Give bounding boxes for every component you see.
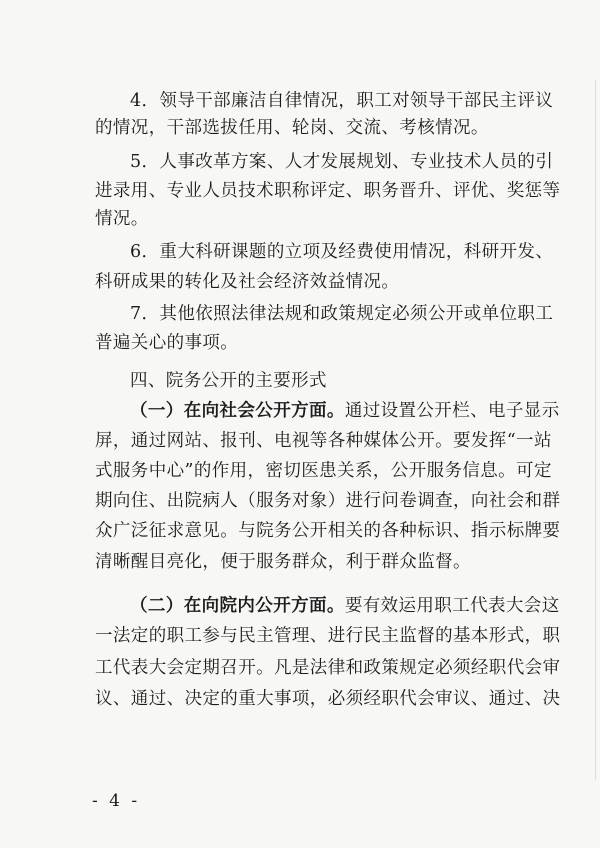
subsection-1-line-5: 众广泛征求意见。与院务公开相关的各种标识、指示标牌要: [95, 521, 561, 541]
scan-edge-divider: [595, 80, 596, 780]
subsection-1-line-6: 清晰醒目亮化，便于服务群众，利于群众监督。: [95, 552, 471, 572]
subsection-2-line-1-text: 要有效运用职工代表大会这: [344, 596, 560, 616]
subsection-2-line-3: 工代表大会定期召开。凡是法律和政策规定必须经职代会审: [95, 658, 561, 678]
paragraph-7-line-2: 普遍关心的事项。: [95, 333, 239, 353]
subsection-2-label: （二）在向院内公开方面。: [130, 596, 345, 616]
paragraph-5-line-3: 情况。: [95, 209, 149, 229]
page-number: - 4 -: [92, 791, 141, 811]
subsection-1-line-4: 期向住、出院病人（服务对象）进行问卷调查，向社会和群: [95, 491, 561, 511]
paragraph-4-line-2: 的情况，干部选拔任用、轮岗、交流、考核情况。: [95, 118, 489, 138]
paragraph-7-line-1: 7．其他依照法律法规和政策规定必须公开或单位职工: [130, 304, 554, 324]
subsection-2-line-1: [130, 595, 560, 617]
paragraph-5-line-1: 5．人事改革方案、人才发展规划、专业技术人员的引: [130, 152, 554, 172]
paragraph-6-line-1: 6．重大科研课题的立项及经费使用情况，科研开发、: [130, 242, 554, 262]
subsection-1-line-2: 屏，通过网站、报刊、电视等各种媒体公开。要发挥“一站: [95, 431, 552, 451]
subsection-1-line-1-text: 通过设置公开栏、电子显示: [344, 401, 560, 421]
subsection-1-line-1: [130, 400, 560, 422]
subsection-1-label: （一）在向社会公开方面。: [130, 401, 345, 421]
subsection-1-line-3: 式服务中心”的作用，密切医患关系，公开服务信息。可定: [95, 461, 552, 481]
subsection-2-line-4: 议、通过、决定的重大事项，必须经职代会审议、通过、决: [95, 689, 561, 709]
section-heading: 四、院务公开的主要形式: [130, 371, 327, 391]
paragraph-5-line-2: 进录用、专业人员技术职称评定、职务晋升、评优、奖惩等: [95, 181, 561, 201]
paragraph-4-line-1: 4．领导干部廉洁自律情况，职工对领导干部民主评议: [130, 91, 554, 111]
subsection-2-line-2: 一法定的职工参与民主管理、进行民主监督的基本形式，职: [95, 626, 561, 646]
paragraph-6-line-2: 科研成果的转化及社会经济效益情况。: [95, 272, 400, 292]
